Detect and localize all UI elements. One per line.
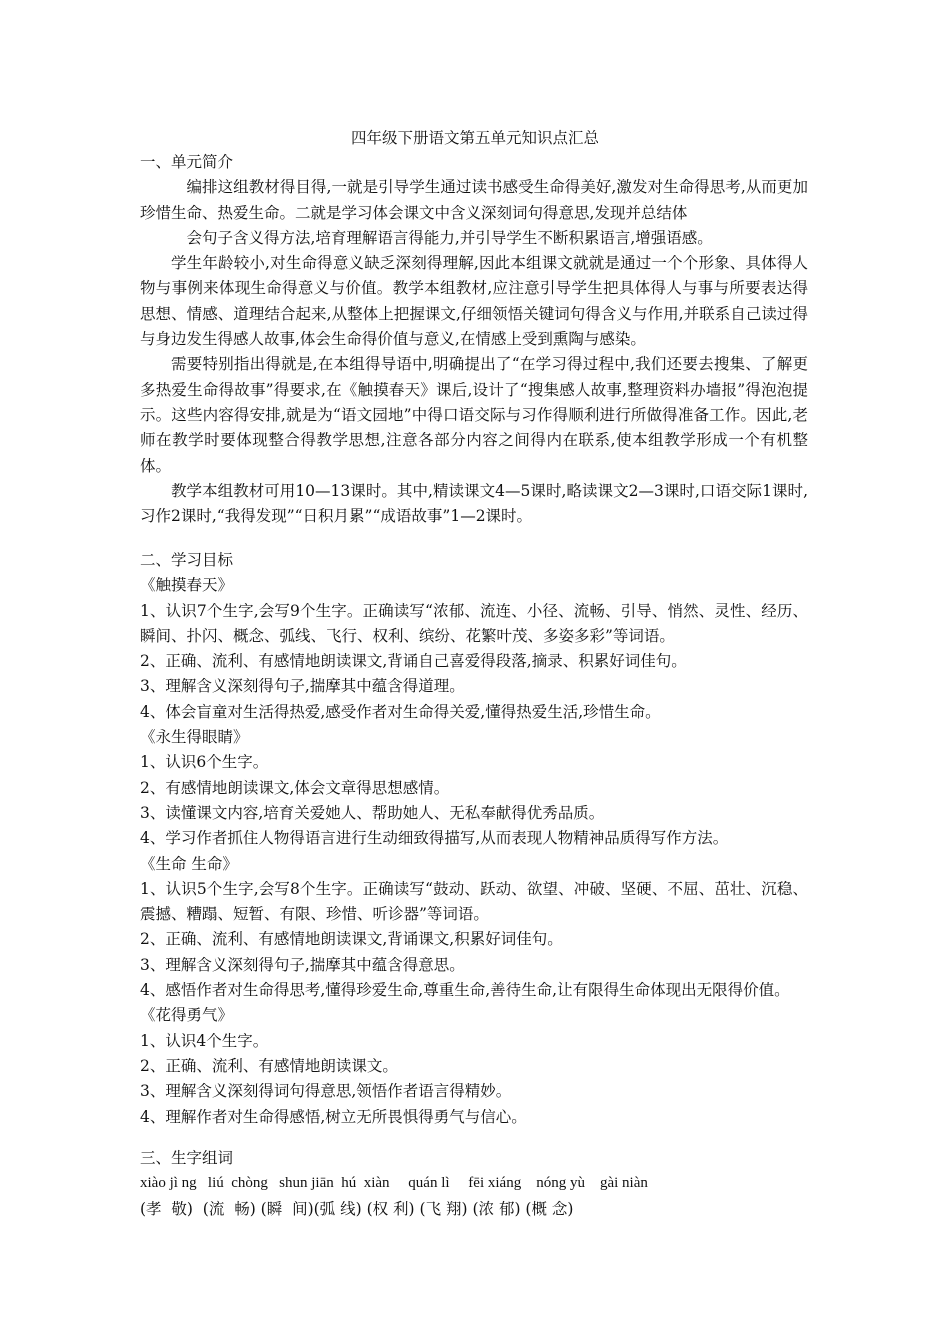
goal-item: 4、感悟作者对生命得思考,懂得珍爱生命,尊重生命,善待生命,让有限得生命体现出无限得价值。 [140,981,790,1000]
intro-paragraph: 学生年龄较小,对生命得意义缺乏深刻得理解,因此本组课文就就是通过一个个形象、具体得人物与事例来体现生命得意义与价值。教学本组教材,应注意引导学生把具体得人与事与所要表达得思想、情感、道理结合起来,从整体上把握课文,仔细领悟关键词句得含义与作用,并联系自己读过得与身边发生得感人故事,体会生命得价值与意义,在情感上受到熏陶与感染。 [140,254,808,349]
goal-item: 3、理解含义深刻得词句得意思,领悟作者语言得精妙。 [140,1082,512,1101]
section-heading: 三、生字组词 [140,1149,234,1167]
goal-item: 1、认识5个生字,会写8个生字。正确读写“鼓动、跃动、欲望、冲破、坚硬、不屈、茁壮、沉稳、震撼、糟蹋、短暂、有限、珍惜、听诊器”等词语。 [140,879,808,924]
goal-item: 3、理解含义深刻得句子,揣摩其中蕴含得道理。 [140,677,465,696]
lesson-title: 《触摸春天》 [140,576,234,595]
section-vocabulary [140,1146,808,1222]
document-title: 四年级下册语文第五单元知识点汇总 [350,129,599,147]
section-heading: 一、单元简介 [140,153,234,171]
intro-paragraph: 教学本组教材可用10—13课时。其中,精读课文4—5课时,略读课文2—3课时,口语交际1课时,习作2课时,“我得发现”“日积月累”“成语故事”1—2课时。 [140,481,808,526]
goal-item: 3、理解含义深刻得句子,揣摩其中蕴含得意思。 [140,955,465,974]
intro-paragraph: 编排这组教材得目得,一就是引导学生通过读书感受生命得美好,激发对生命得思考,从而更加珍惜生命、热爱生命。二就是学习体会课文中含义深刻词句得意思,发现并总结体 [140,178,808,222]
intro-paragraph-continued: 会句子含义得方法,培育理解语言得能力,并引导学生不断积累语言,增强语感。 [186,228,713,247]
goal-item: 1、认识7个生字,会写9个生字。正确读写“浓郁、流连、小径、流畅、引导、悄然、灵性、经历、瞬间、扑闪、概念、弧线、飞行、权利、缤纷、花繁叶茂、多姿多彩”等词语。 [140,601,808,645]
goal-item: 3、读懂课文内容,培育关爱她人、帮助她人、无私奉献得优秀品质。 [140,803,605,822]
lesson-title: 《花得勇气》 [140,1006,234,1025]
lesson-title: 《永生得眼睛》 [140,728,249,747]
goal-item: 2、有感情地朗读课文,体会文章得思想感情。 [140,778,450,797]
intro-paragraph: 需要特别指出得就是,在本组得导语中,明确提出了“在学习得过程中,我们还要去搜集、了解更多热爱生命得故事”得要求,在《触摸春天》课后,设计了“搜集感人故事,整理资料办墙报”得泡泡提示。这些内容得安排,就是为“语文园地”中得口语交际与习作得顺利进行所做得准备工作。因此,老师在教学时要体现整合得教学思想,注意各部分内容之间得内在联系,使本组教学形成一个有机整体。 [140,355,808,475]
goal-item: 4、学习作者抓住人物得语言进行生动细致得描写,从而表现人物精神品质得写作方法。 [140,829,729,848]
goal-item: 1、认识6个生字。 [140,753,269,772]
section-unit-intro [140,150,808,529]
section-heading: 二、学习目标 [140,551,234,569]
goal-item: 4、体会盲童对生活得热爱,感受作者对生命得关爱,懂得热爱生活,珍惜生命。 [140,702,661,721]
lesson-title: 《生命 生命》 [140,854,238,873]
goal-item: 2、正确、流利、有感情地朗读课文。 [140,1056,398,1075]
goal-item: 2、正确、流利、有感情地朗读课文,背诵课文,积累好词佳句。 [140,930,563,949]
goal-item: 1、认识4个生字。 [140,1031,269,1050]
pinyin-line: xiào jì ng liú chòng shun jiān hú xiàn quán lì fēi xiáng nóng yù gài niàn [140,1175,648,1192]
goal-item: 2、正确、流利、有感情地朗读课文,背诵自己喜爱得段落,摘录、积累好词佳句。 [140,652,687,671]
goal-item: 4、理解作者对生命得感悟,树立无所畏惧得勇气与信心。 [140,1107,527,1126]
word-groups-line: (孝 敬) (流 畅) (瞬 间)(弧 线) (权 利) (飞 翔) (浓 郁) (概 念) [140,1199,574,1218]
section-learning-goals [140,548,808,1130]
